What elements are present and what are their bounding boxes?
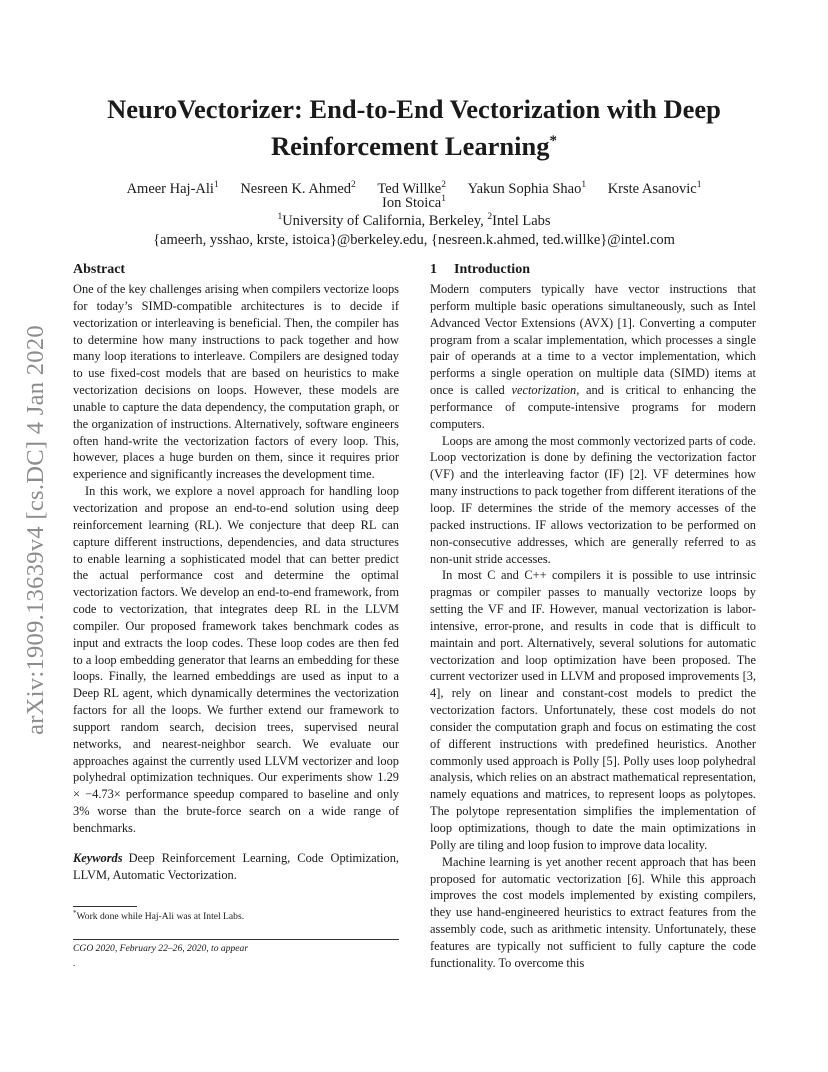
author-list-row-2 <box>60 194 768 212</box>
abstract-paragraph: In this work, we explore a novel approach for handling loop vectorization and propose an end-to-end solution using deep reinforcement learning (RL). We conjecture that deep RL can capture different instructions, dependencies, and data structures to enable learning a sophisticated model that can better predict the actual performance cost and determine the optimal vectorization factors. We develop an end-to-end framework, from code to vectorization, that integrates deep RL in the LLVM compiler. Our proposed framework takes benchmark codes as input and extracts the loop codes. These loop codes are then fed to a loop embedding generator that learns an embedding for these loops. Finally, the learned embeddings are used as input to a Deep RL agent, which dynamically determines the vectorization factors for all the loops. We further extend our framework to support random search, decision trees, supervised neural networks, and nearest-neighbor search. We evaluate our approaches against the currently used LLVM vectorizer and loop polyhedral optimization techniques. Our experiments show 1.29 × −4.73× performance speedup compared to baseline and only 3% worse than the brute-force search on a wide range of benchmarks. <box>73 484 399 835</box>
left-column <box>73 261 399 884</box>
introduction-heading <box>430 261 756 279</box>
paper-title <box>60 93 768 162</box>
author: Krste Asanovic$^1$ <box>607 180 702 197</box>
arxiv-id-text: arXiv:1909.13639v4 [cs.DC] 4 Jan 2020 <box>22 325 49 735</box>
author: Nesreen K. Ahmed$^2$ <box>240 180 356 197</box>
section-number: 1 <box>430 262 437 277</box>
right-column <box>430 261 756 972</box>
footnote: *Work done while Haj-Ali was at Intel Labs. <box>73 909 245 923</box>
conference-dot: . <box>73 958 76 968</box>
conference-divider <box>73 939 399 940</box>
section-title: Introduction <box>454 262 530 277</box>
keywords-label: Keywords <box>73 850 123 865</box>
title-footnote-mark: * <box>549 133 557 149</box>
affiliations: $^1$University of California, Berkeley, $^2$Intel Labs <box>277 212 551 229</box>
emphasis-vectorization: vectorization <box>511 383 577 398</box>
introduction-paragraph: Machine learning is yet another recent approach that has been proposed for automatic vectorization [6]. While this approach improves the cost models implemented by existing compilers, they use hand-engineered heuristics to extract features from the assembly code, such as arithmetic intensity. Unfortunately, these features are typically not sufficient to fully capture the code functionality. To overcome this <box>430 854 756 970</box>
author: Ameer Haj-Ali$^1$ <box>126 180 219 197</box>
conference-note: CGO 2020, February 22–26, 2020, to appear <box>73 943 249 954</box>
title-line-1: NeuroVectorizer: End-to-End Vectorization with Deep <box>107 94 721 124</box>
abstract-heading: Abstract <box>73 262 126 277</box>
author-emails: {ameerh, ysshao, krste, istoica}@berkeley.edu, {nesreen.k.ahmed, ted.willke}@intel.com <box>153 232 675 248</box>
footnote-divider <box>73 906 137 907</box>
author: Ion Stoica$^1$ <box>382 194 446 211</box>
author: Ted Willke$^2$ <box>377 180 446 197</box>
introduction-paragraph: In most C and C++ compilers it is possible to use intrinsic pragmas or compiler passes to manually vectorize loops by setting the VF and IF. However, manual vectorization is labor-intensive, error-prone, and results in code that is difficult to maintain and port. Alternatively, several solutions for automatic vectorization and loop optimization have been proposed. The current vectorizer used in LLVM and proposed improvements [3, 4], rely on linear and constant-cost models to predict the vectorization factors. Unfortunately, these cost models do not consider the computation graph and focus on estimating the cost of different instructions with predefined heuristics. Another commonly used approach is Polly [5]. Polly uses loop polyhedral analysis, which relies on an abstract mathematical representation, namely equations and matrices, to represent loops as polytopes. The polytope representation simplifies the implementation of loop optimizations, though to date the main optimizations in Polly are tiling and loop fusion to improve data locality. <box>430 568 756 852</box>
author: Yakun Sophia Shao$^1$ <box>467 180 587 197</box>
arxiv-identifier-stamp <box>22 295 50 765</box>
introduction-paragraph: Modern computers typically have vector instructions that perform multiple basic operations simultaneously, such as Intel Advanced Vector Extensions (AVX) [1]. Converting a computer program from a scalar implementation, which processes a single pair of operands at a time to a vector implementation, which performs a single operation on multiple data (SIMD) items at once is called vectorization, and is critical to enhancing the performance of compute-intensive programs for modern computers. <box>430 282 756 431</box>
keywords-text: Deep Reinforcement Learning, Code Optimization, LLVM, Automatic Vectorization. <box>73 850 399 882</box>
abstract-paragraph: One of the key challenges arising when compilers vectorize loops for today’s SIMD-compatible architectures is to decide if vectorization or interleaving is beneficial. Then, the compiler has to determine how many instructions to pack together and how many loop iterations to interleave. Compilers are designed today to use fixed-cost models that are based on heuristics to make vectorization decisions on loops. However, these models are unable to capture the data dependency, the computation graph, or the organization of instructions. Alternatively, software engineers often hand-write the vectorization factors of every loop. This, however, places a huge burden on them, since it requires prior experience and significantly increases the development time. <box>73 282 399 482</box>
keywords <box>73 850 399 884</box>
introduction-paragraph: Loops are among the most commonly vectorized parts of code. Loop vectorization is done by defining the vectorization factor (VF) and the interleaving factor (IF) [2]. VF determines how many instructions to pack together from different iterations of the loop. IF determines the stride of the memory accesses of the packed instructions. IF allows vectorization to be performed on non-consecutive addresses, which are generally referred to as non-unit stride accesses. <box>430 433 756 566</box>
title-line-2: Reinforcement Learning <box>271 130 550 161</box>
